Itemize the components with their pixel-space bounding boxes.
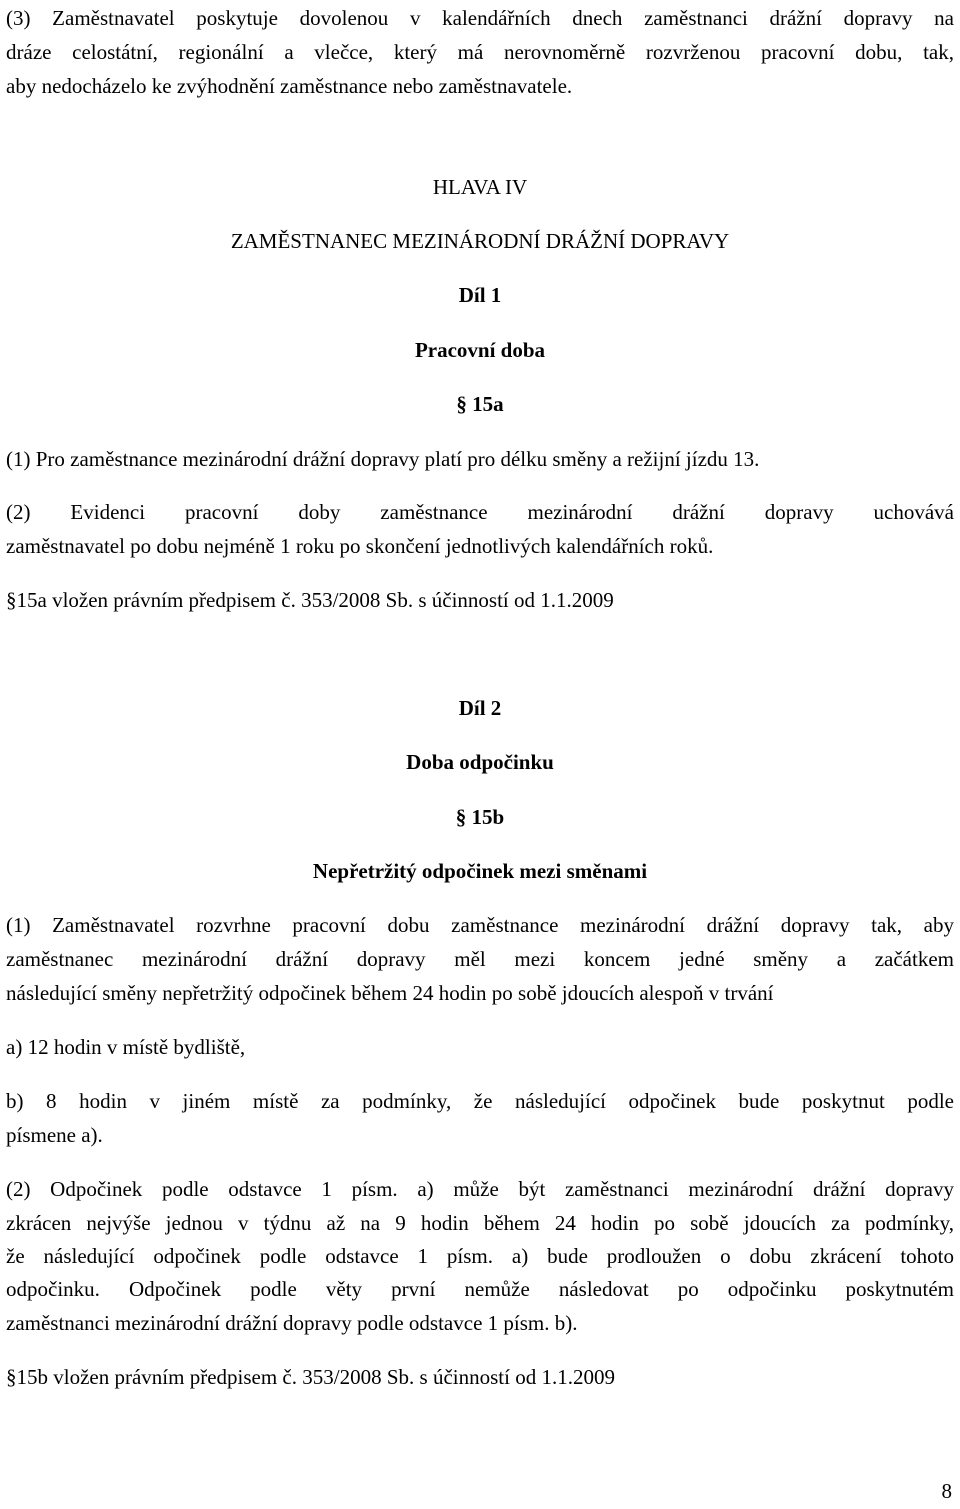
section-15b-paragraph-2-line-1: (2) Odpočinek podle odstavce 1 písm. a) může být zaměstnanci mezinárodní drážní dopravy [6,1177,954,1201]
section-15b-paragraph-2-line-3: že následující odpočinek podle odstavce 1 písm. a) bude prodloužen o dobu zkrácení tohoto [6,1244,954,1268]
section-15a-number: 15a [472,392,504,416]
section-15a-paragraph-2-line-2: zaměstnavatel po dobu nejméně 1 roku po skončení jednotlivých kalendářních roků. [6,534,714,558]
paragraph-3-line-3: aby nedocházelo ke zvýhodnění zaměstnance nebo zaměstnavatele. [6,74,573,98]
part-1-title: Pracovní doba [414,338,546,362]
part-1-number: Díl 1 [458,283,502,307]
section-15b-paragraph-2-line-2: zkrácen nejvýše jednou v týdnu až na 9 hodin během 24 hodin po sobě jdoucích za podmínky, [6,1211,954,1235]
paragraph-3-line-2: dráze celostátní, regionální a vlečce, který má nerovnoměrně rozvrženou pracovní dobu, tak, [6,40,954,64]
section-15b-subtitle: Nepřetržitý odpočinek mezi směnami [312,859,648,883]
chapter-number: HLAVA IV [432,175,528,199]
section-15b-heading [0,804,960,830]
part-2-number: Díl 2 [458,696,502,720]
section-15a-note: §15a vložen právním předpisem č. 353/2008 Sb. s účinností od 1.1.2009 [6,588,614,612]
section-sign-icon: § [6,588,17,612]
section-15a-paragraph-1: (1) Pro zaměstnance mezinárodní drážní dopravy platí pro délku směny a režijní jízdu 13. [6,447,760,471]
chapter-title: ZAMĚSTNANEC MEZINÁRODNÍ DRÁŽNÍ DOPRAVY [230,229,730,253]
section-sign-icon: § [456,392,473,416]
section-15a-heading [0,391,960,417]
section-15b-paragraph-1-line-1: (1) Zaměstnavatel rozvrhne pracovní dobu zaměstnance mezinárodní drážní dopravy tak, aby [6,913,954,937]
part-2-title: Doba odpočinku [406,750,554,774]
section-15a-paragraph-2-line-1: (2) Evidenci pracovní doby zaměstnance mezinárodní drážní dopravy uchovává [6,500,954,524]
section-15b-number: 15b [471,805,505,829]
item-a: a) 12 hodin v místě bydliště, [6,1035,246,1059]
section-15b-paragraph-2-line-4: odpočinku. Odpočinek podle věty první nemůže následovat po odpočinku poskytnutém [6,1277,954,1301]
item-b-line-1: b) 8 hodin v jiném místě za podmínky, že následující odpočinek bude poskytnut podle [6,1089,954,1113]
section-sign-icon: § [455,805,472,829]
section-sign-icon: § [6,1365,17,1389]
paragraph-3-line-1: (3) Zaměstnavatel poskytuje dovolenou v kalendářních dnech zaměstnanci drážní dopravy na [6,6,954,30]
section-15b-paragraph-1-line-2: zaměstnanec mezinárodní drážní dopravy měl mezi koncem jedné směny a začátkem [6,947,954,971]
section-15b-paragraph-1-line-3: následující směny nepřetržitý odpočinek během 24 hodin po sobě jdoucích alespoň v trvání [6,981,774,1005]
page-number: 8 [941,1479,952,1503]
item-b-line-2: písmene a). [6,1123,103,1147]
section-15b-note: §15b vložen právním předpisem č. 353/2008 Sb. s účinností od 1.1.2009 [6,1365,615,1389]
section-15b-paragraph-2-line-5: zaměstnanci mezinárodní drážní dopravy podle odstavce 1 písm. b). [6,1311,578,1335]
